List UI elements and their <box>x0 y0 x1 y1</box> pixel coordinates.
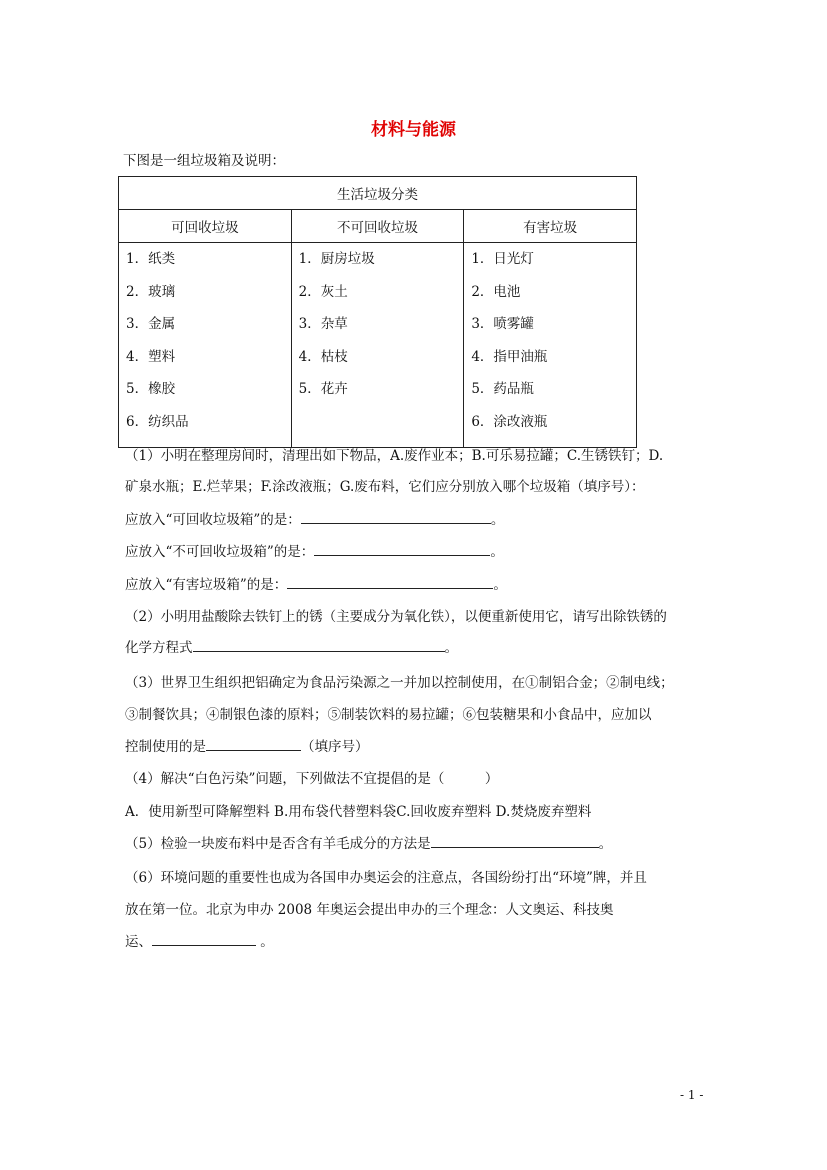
non-recyclable-list <box>291 243 464 448</box>
question-1-answer-non-recyclable <box>125 541 710 563</box>
question-2-line-1: （2）小明用盐酸除去铁钉上的锈（主要成分为氧化铁），以便重新使用它，请写出除铁锈的 <box>125 609 667 625</box>
question-1-line-2: 矿泉水瓶；E.烂苹果；F.涂改液瓶；G.废布料，它们应分别放入哪个垃圾箱（填序号）： <box>125 479 645 495</box>
period: 。 <box>598 836 613 852</box>
prompt-text: 应放入“不可回收垃圾箱”的是： <box>125 544 315 560</box>
period: 。 <box>493 577 507 593</box>
list-item: 3．金属 <box>126 316 176 332</box>
list-item: 4．枯枝 <box>298 348 348 365</box>
list-item: 2．灰土 <box>298 283 348 300</box>
list-item: 5．橡胶 <box>126 381 176 397</box>
question-2-line-2 <box>125 637 710 659</box>
list-item: 3．喷雾罐 <box>471 316 534 332</box>
list-item: 5．花卉 <box>298 381 348 397</box>
question-6-line-2: 放在第一位。北京为申办 2008 年奥运会提出申办的三个理念：人文奥运、科技奥 <box>125 902 614 918</box>
list-item: 3．杂草 <box>298 316 348 332</box>
list-item: 5．药品瓶 <box>471 381 534 397</box>
hint-text: （填序号） <box>301 739 369 755</box>
prompt-text: 运、 <box>125 934 152 950</box>
column-header-non-recyclable: 不可回收垃圾 <box>291 210 464 243</box>
period: 。 <box>444 640 458 656</box>
table-caption: 生活垃圾分类 <box>119 177 637 210</box>
list-item: 2．玻璃 <box>126 283 176 300</box>
hazardous-list <box>464 243 637 448</box>
prompt-text: （5）检验一块废布料中是否含有羊毛成分的方法是 <box>125 836 431 852</box>
list-item: 4．指甲油瓶 <box>471 348 548 365</box>
waste-classification-table <box>118 176 637 448</box>
question-1-line-1: （1）小明在整理房间时，清理出如下物品，A.废作业本；B.可乐易拉罐；C.生锈铁钉；D. <box>125 448 664 464</box>
question-3-line-3 <box>125 736 710 758</box>
list-item: 6．纺织品 <box>126 413 189 430</box>
list-item: 4．塑料 <box>126 348 176 365</box>
prompt-text: 化学方程式 <box>125 640 193 656</box>
prompt-text: 应放入“有害垃圾箱”的是： <box>125 577 288 593</box>
question-6-line-1: （6）环境问题的重要性也成为各国申办奥运会的注意点，各国纷纷打出“环境”牌，并且 <box>125 870 647 886</box>
question-1-answer-hazardous <box>125 574 710 596</box>
column-header-hazardous: 有害垃圾 <box>464 210 637 243</box>
period: 。 <box>490 512 505 528</box>
list-item: 1．厨房垃圾 <box>298 251 375 267</box>
answer-blank-recyclable[interactable] <box>301 509 491 524</box>
column-header-recyclable: 可回收垃圾 <box>119 210 292 243</box>
intro-text: 下图是一组垃圾箱及说明： <box>123 153 285 169</box>
question-4-line-1: （4）解决“白色污染”问题，下列做法不宜提倡的是（ ） <box>125 771 499 787</box>
page-number: - 1 - <box>680 1088 704 1102</box>
question-5-line-1 <box>125 833 710 855</box>
list-item: 1．纸类 <box>126 251 176 267</box>
question-1-answer-recyclable <box>125 509 710 531</box>
period: 。 <box>490 544 504 560</box>
answer-blank-olympic[interactable] <box>152 931 256 946</box>
question-6-line-3 <box>125 931 710 953</box>
page-title: 材料与能源 <box>371 120 456 140</box>
recyclable-list <box>119 243 292 448</box>
answer-blank-aluminium[interactable] <box>206 736 301 751</box>
question-3-line-2: ③制餐饮具；④制银色漆的原料；⑤制装饮料的易拉罐；⑥包装糖果和小食品中，应加以 <box>125 707 652 723</box>
period: 。 <box>256 934 274 950</box>
answer-blank-wool-test[interactable] <box>431 833 599 848</box>
list-item: 2．电池 <box>471 283 521 300</box>
answer-blank-non-recyclable[interactable] <box>314 541 490 556</box>
list-item: 1．日光灯 <box>471 251 534 267</box>
prompt-text: 控制使用的是 <box>125 739 206 755</box>
answer-blank-hazardous[interactable] <box>287 574 493 589</box>
question-4-options: A．使用新型可降解塑料 B.用布袋代替塑料袋C.回收废弃塑料 D.焚烧废弃塑料 <box>125 804 592 820</box>
question-3-line-1: （3）世界卫生组织把铝确定为食品污染源之一并加以控制使用，在①制铝合金；②制电线； <box>125 675 674 691</box>
answer-blank-equation[interactable] <box>193 637 445 652</box>
prompt-text: 应放入“可回收垃圾箱”的是： <box>125 512 301 528</box>
list-item: 6．涂改液瓶 <box>471 413 548 430</box>
